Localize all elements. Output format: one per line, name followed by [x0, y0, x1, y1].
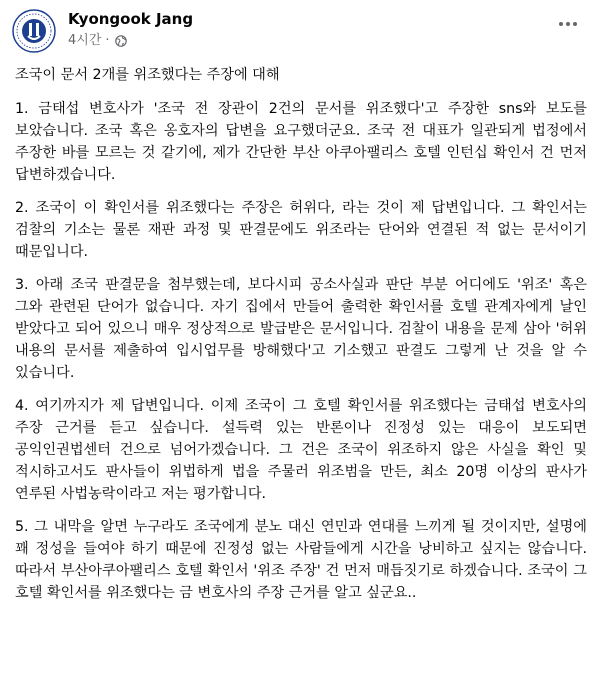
- paragraph-2: 2. 조국이 이 확인서를 위조했다는 주장은 허위다, 라는 것이 제 답변입니다. 그 확인서는 검찰의 기소는 물론 재판 과정 및 판결문에도 위조라는 단어와 연결된 적 없는 문서이기 때문입니다.: [15, 200, 587, 260]
- post-body: [15, 64, 587, 615]
- more-options-icon[interactable]: [552, 12, 584, 36]
- paragraph-3: 3. 아래 조국 판결문을 첨부했는데, 보다시피 공소사실과 판단 부분 어디에도 '위조' 혹은 그와 관련된 단어가 없습니다. 자기 집에서 만들어 출력한 확인서를 호텔 관계자에게 날인 받았다고 되어 있으니 매우 정상적으로 발급받은 문서입니다. 검찰이 내용을 문제 삼아 '허위 내용의 문서를 제출하여 입시업무를 방해했다'고 기소했고 판결도 그렇게 난 것을 알 수 있습니다.: [15, 277, 587, 381]
- avatar[interactable]: [12, 9, 56, 53]
- post-header: [0, 0, 600, 62]
- globe-icon[interactable]: [115, 35, 127, 47]
- paragraph-4: 4. 여기까지가 제 답변입니다. 이제 조국이 그 호텔 확인서를 위조했다는 금태섭 변호사의 주장 근거를 듣고 싶습니다. 설득력 있는 반론이나 진정성 있는 대응이 보도되면 공익인권법센터 건으로 넘어가겠습니다. 그 건은 조국이 위조하지 않은 사실을 확인 및 적시하고서도 판사들이 위법하게 법을 주물러 위조범을 만든, 최소 20명 이상의 판사가 연루된 사법농락이라고 저는 평가합니다.: [15, 398, 587, 502]
- post-time[interactable]: 4시간: [68, 33, 102, 48]
- post-title: 조국이 문서 2개를 위조했다는 주장에 대해: [15, 67, 280, 83]
- paragraph-1: 1. 금태섭 변호사가 '조국 전 장관이 2건의 문서를 위조했다'고 주장한 sns와 보도를 보았습니다. 조국 혹은 옹호자의 답변을 요구했더군요. 조국 전 대표가 일관되게 법정에서 주장한 바를 모르는 것 같기에, 제가 간단한 부산 아쿠아팰리스 호텔 인턴십 확인서 건 먼저 답변하겠습니다.: [15, 101, 587, 183]
- paragraph-5: 5. 그 내막을 알면 누구라도 조국에게 분노 대신 연민과 연대를 느끼게 될 것이지만, 설명에 꽤 정성을 들여야 하기 때문에 진정성 없는 사람들에게 시간을 낭비하고 싶지는 않습니다. 따라서 부산아쿠아팰리스 호텔 확인서 '위조 주장' 건 먼저 매듭짓기로 하겠습니다. 조국이 그 호텔 확인서를 위조했다는 금 변호사의 주장 근거를 알고 싶군요..: [15, 519, 587, 601]
- meta-separator: ·: [105, 33, 110, 48]
- author-name[interactable]: Kyongook Jang: [68, 10, 194, 28]
- post-meta: [68, 32, 127, 50]
